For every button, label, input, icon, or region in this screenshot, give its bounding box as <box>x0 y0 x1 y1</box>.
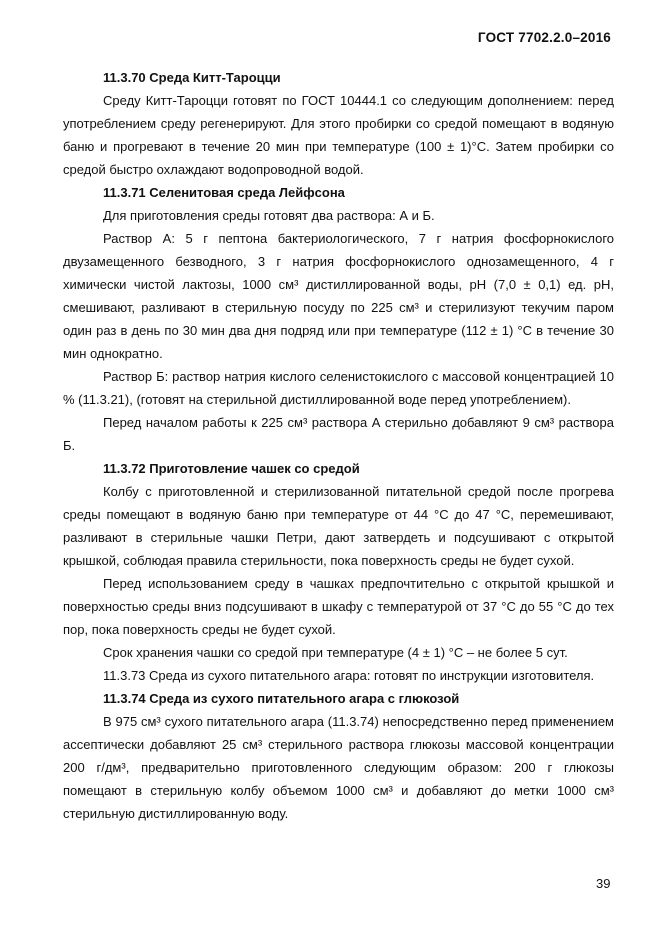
document-id-header: ГОСТ 7702.2.0–2016 <box>477 30 611 45</box>
paragraph: Перед использованием среду в чашках предпочтительно с открытой крышкой и поверхностью среды вниз подсушивают в шкафу с температурой от 37 °С до 55 °С до тех пор, пока поверхность среды не будет сухой. <box>63 576 614 637</box>
section-heading-11-3-71: 11.3.71 Селенитовая среда Лейфсона <box>103 185 345 200</box>
section-heading-11-3-72: 11.3.72 Приготовление чашек со средой <box>103 461 360 476</box>
paragraph: В 975 см³ сухого питательного агара (11.3.74) непосредственно перед применением ассептически добавляют 25 см³ стерильного раствора глюкозы массовой концентрации 200 г/дм³, предварительно приготовленного следующим образом: 200 г глюкозы помещают в стерильную колбу объемом 1000 см³ и добавляют до метки 1000 см³ стерильную дистиллированную воду. <box>63 714 614 821</box>
paragraph: Срок хранения чашки со средой при температуре (4 ± 1) °С – не более 5 сут. <box>103 645 568 660</box>
section-heading-11-3-74: 11.3.74 Среда из сухого питательного агара с глюкозой <box>103 691 460 706</box>
paragraph: Колбу с приготовленной и стерилизованной питательной средой после прогрева среды помещают в водяную баню при температуре от 44 °С до 47 °С, перемешивают, разливают в стерильные чашки Петри, дают затвердеть и подсушивают с открытой крышкой, соблюдая правила стерильности, пока поверхность среды не будет сухой. <box>63 484 614 568</box>
page-number: 39 <box>596 876 611 891</box>
paragraph: Раствор А: 5 г пептона бактериологического, 7 г натрия фосфорнокислого двузамещенного безводного, 3 г натрия фосфорнокислого однозамещенного, 4 г химически чистой лактозы, 1000 см³ дистиллированной воды, рН (7,0 ± 0,1) ед. рН, смешивают, разливают в стерильную посуду по 225 см³ и стерилизуют текучим паром один раз в день по 30 мин два дня подряд или при температуре (112 ± 1) °С в течение 30 мин однократно. <box>63 231 614 361</box>
paragraph: Раствор Б: раствор натрия кислого селенистокислого с массовой концентрацией 10 % (11.3.21), (готовят на стерильной дистиллированной воде перед употреблением). <box>63 369 614 407</box>
paragraph: Среду Китт-Тароцци готовят по ГОСТ 10444.1 со следующим дополнением: перед употреблением среду регенерируют. Для этого пробирки со средой помещают в водяную баню и прогревают в течение 20 мин при температуре (100 ± 1)°С. Затем пробирки со средой быстро охлаждают водопроводной водой. <box>63 93 614 177</box>
paragraph: Для приготовления среды готовят два раствора: А и Б. <box>103 208 435 223</box>
paragraph: Перед началом работы к 225 см³ раствора А стерильно добавляют 9 см³ раствора Б. <box>63 415 614 453</box>
document-body <box>63 66 614 825</box>
paragraph: 11.3.73 Среда из сухого питательного агара: готовят по инструкции изготовителя. <box>103 668 595 683</box>
section-heading-11-3-70: 11.3.70 Среда Китт-Тароцци <box>103 70 281 85</box>
